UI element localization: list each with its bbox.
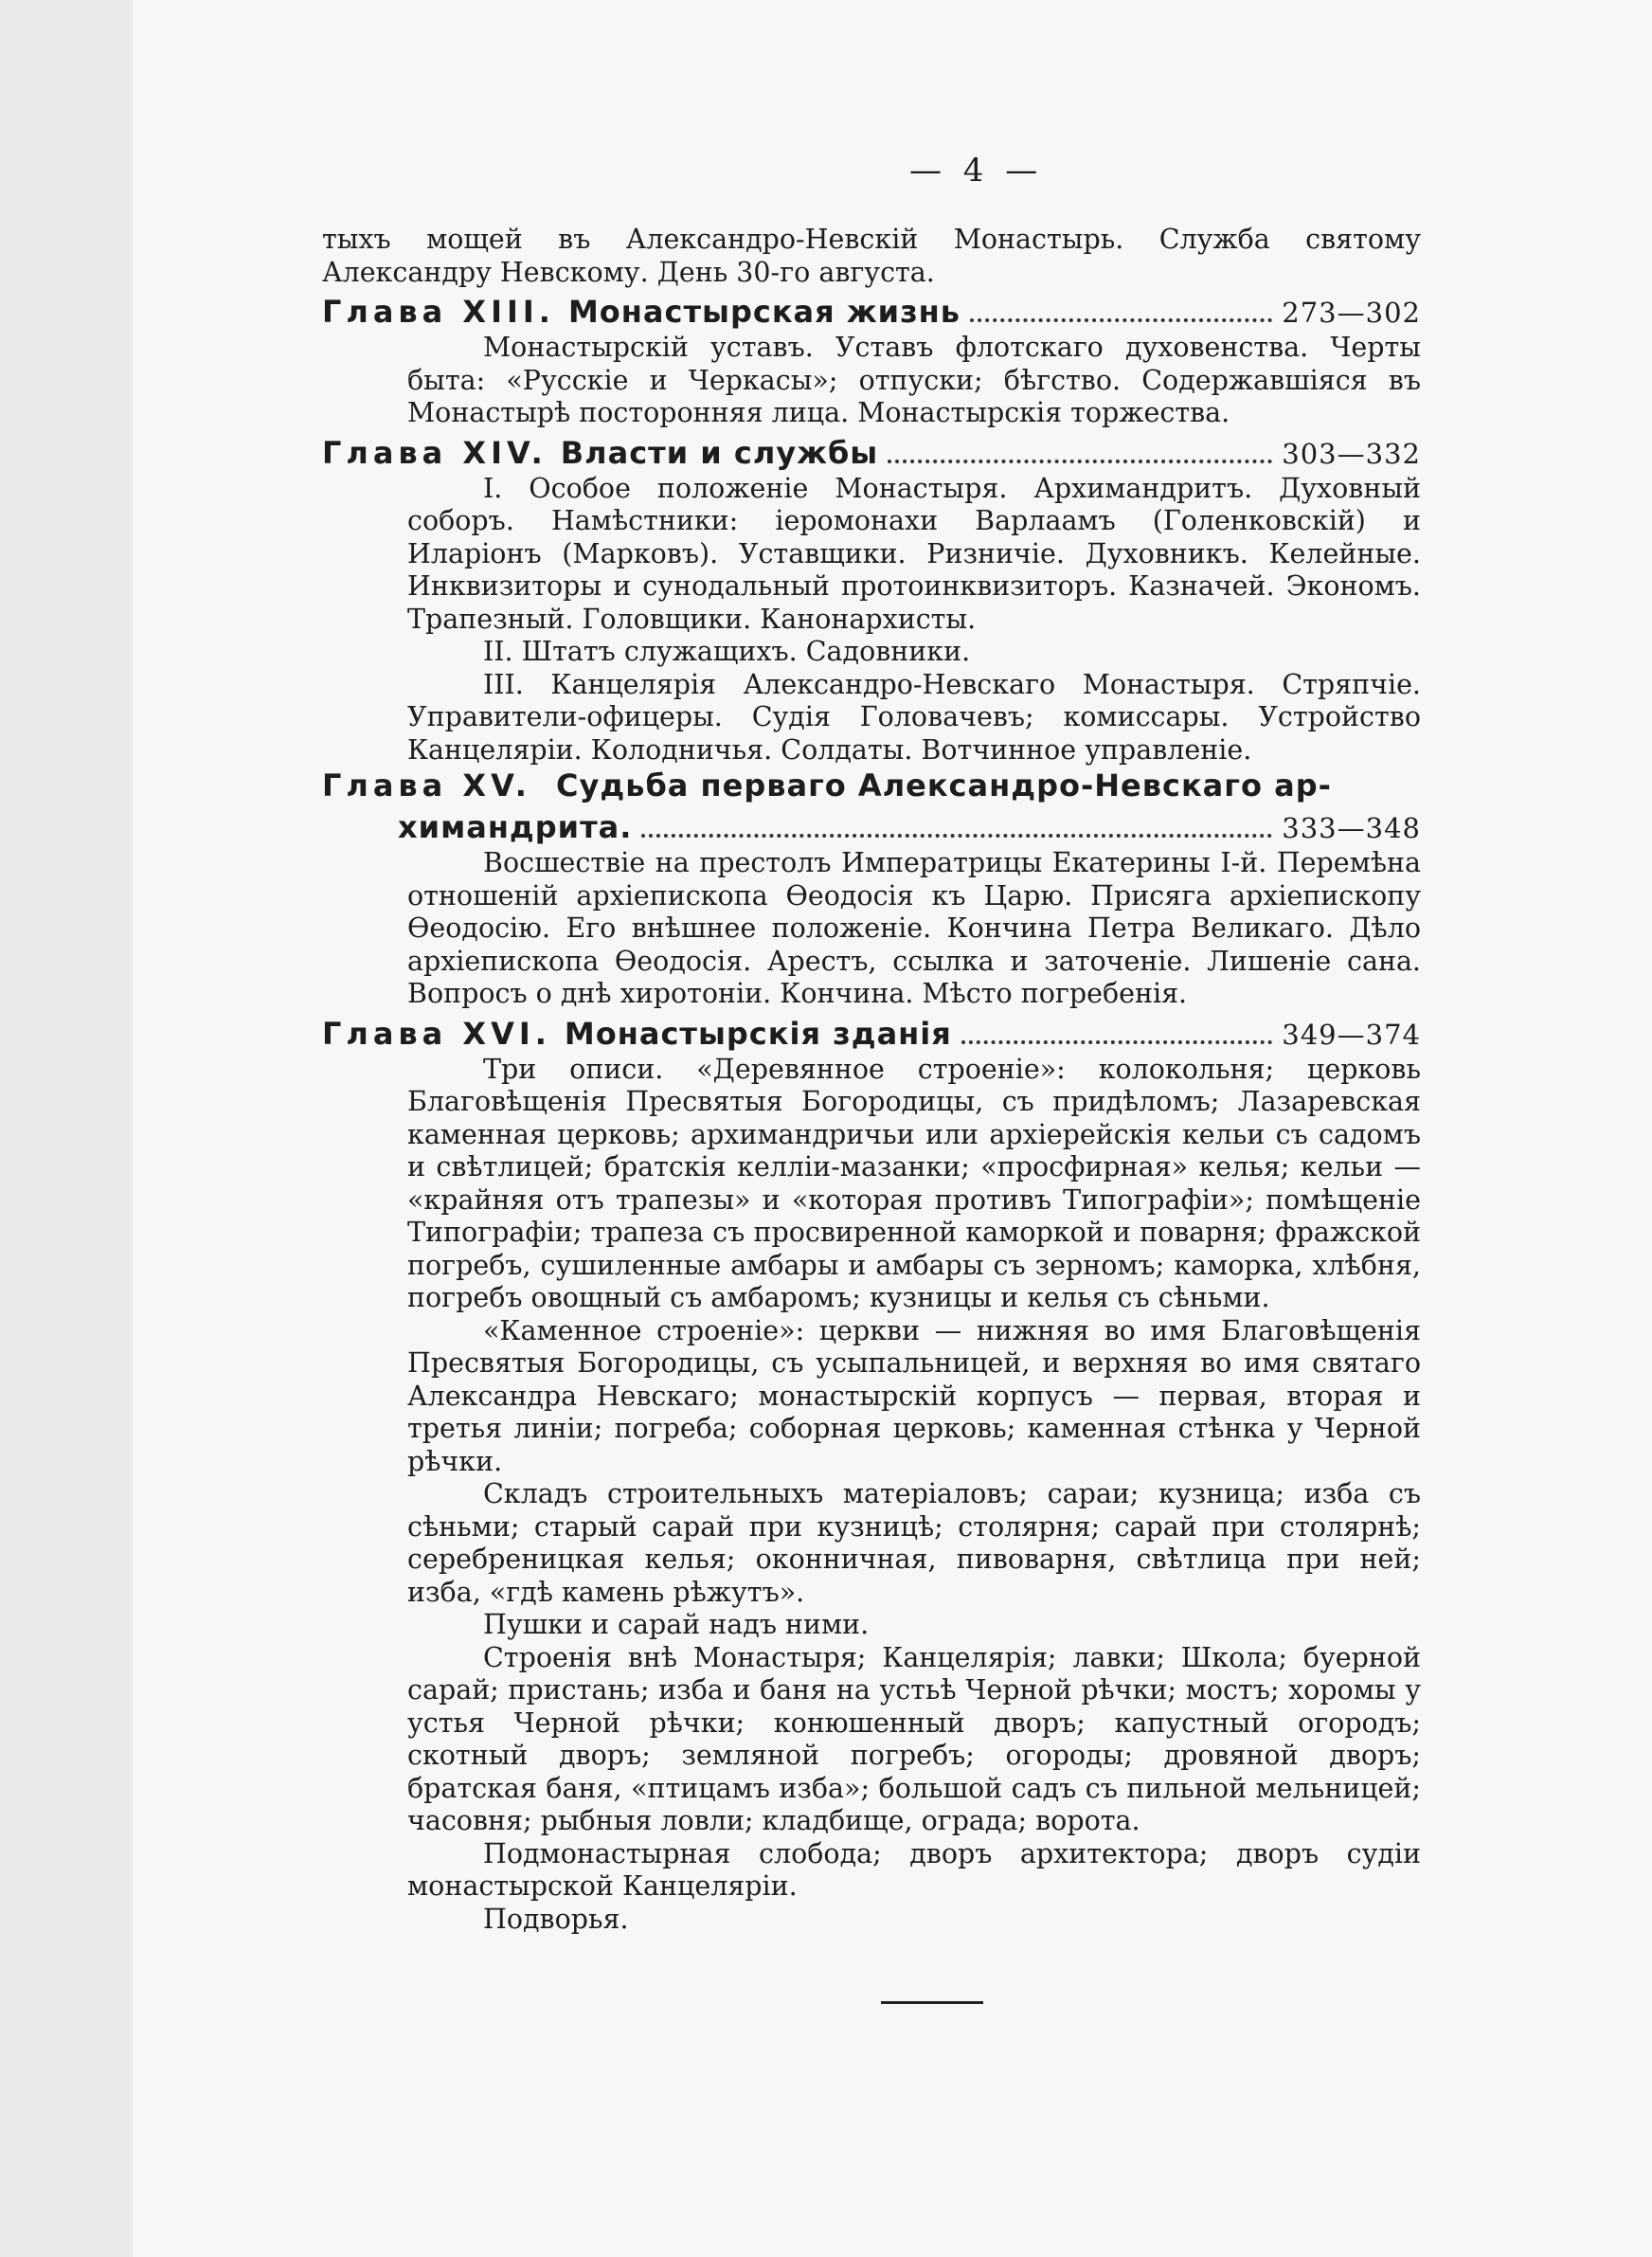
description-paragraph: Складъ строительныхъ матеріаловъ; сараи; кузница; изба съ сѣньми; старый сарай при кузницѣ; столярня; сарай при столярнѣ; серебреницкая келья; оконничная, пивоварня, свѣтлица при ней; изба, «гдѣ камень рѣжутъ». bbox=[407, 1478, 1421, 1608]
chapter-15-heading bbox=[322, 767, 1421, 847]
chapter-label: Глава XIII. bbox=[322, 294, 555, 330]
chapter-pages: 349—374 bbox=[1282, 1018, 1421, 1051]
chapter-title: Судьба перваго Александро-Невскаго ар- bbox=[556, 767, 1332, 803]
chapter-14-description bbox=[407, 473, 1421, 767]
dot-leaders bbox=[970, 318, 1272, 322]
page-number: — 4 — bbox=[909, 152, 1044, 190]
description-paragraph: III. Канцелярія Александро-Невскаго Монастыря. Стряпчіе. Управители-офицеры. Судія Головачевъ; комиссары. Устройство Канцеляріи. Колодничья. Солдаты. Вотчинное управленіе. bbox=[407, 668, 1421, 766]
chapter-label: Глава XVI. bbox=[322, 1015, 551, 1052]
chapter-pages: 303—332 bbox=[1282, 437, 1421, 470]
chapter-heading-line-1 bbox=[322, 767, 1421, 804]
chapter-label: Глава XV. bbox=[322, 767, 531, 803]
description-paragraph: II. Штатъ служащихъ. Садовники. bbox=[483, 636, 971, 667]
chapter-label: Глава XIV. bbox=[322, 434, 548, 471]
description-paragraph: Монастырскій уставъ. Уставъ флотскаго духовенства. Черты быта: «Русскіе и Черкасы»; отпуски; бѣгство. Содержавшіяся въ Монастырѣ посторонняя лица. Монастырскія торжества. bbox=[407, 332, 1421, 428]
chapter-title: Монастырская жизнь bbox=[567, 294, 961, 330]
dot-leaders bbox=[641, 834, 1272, 838]
chapter-13-heading bbox=[322, 293, 1421, 332]
description-paragraph: Восшествіе на престолъ Императрицы Екатерины I-й. Перемѣна отношеній архіепископа Ѳеодосія къ Царю. Присяга архіепископу Ѳеодосію. Его внѣшнее положеніе. Кончина Петра Великаго. Дѣло архіепископа Ѳеодосія. Арестъ, ссылка и заточеніе. Лишеніе сана. Вопросъ о днѣ хиротоніи. Кончина. Мѣсто погребенія. bbox=[407, 847, 1421, 1009]
description-paragraph: Подмонастырная слобода; дворъ архитектора; дворъ судіи монастырской Канцеляріи. bbox=[407, 1837, 1421, 1902]
chapter-13-description bbox=[407, 332, 1421, 430]
book-page bbox=[133, 0, 1652, 2257]
description-paragraph: I. Особое положеніе Монастыря. Архимандритъ. Духовный соборъ. Намѣстники: іеромонахи Варлаамъ (Голенковскій) и Иларіонъ (Марковъ). Уставщики. Ризничіе. Духовникъ. Келейные. Инквизиторы и сунодальный протоинквизиторъ. Казначей. Экономъ. Трапезный. Головщики. Канонархисты. bbox=[407, 472, 1421, 635]
chapter-title-continuation: химандрита. bbox=[398, 809, 633, 845]
description-paragraph: Пушки и сарай надъ ними. bbox=[483, 1609, 870, 1640]
description-paragraph: Строенія внѣ Монастыря; Канцелярія; лавки; Школа; буерной сарай; пристань; изба и баня на устьѣ Черной рѣчки; мостъ; хоромы у устья Черной рѣчки; конюшенный дворъ; капустный огородъ; скотный дворъ; земляной погребъ; огороды; дровяной дворъ; братская баня, «птицамъ изба»; большой садъ съ пильной мельницей; часовня; рыбныя ловли; кладбище, ограда; ворота. bbox=[407, 1641, 1421, 1836]
chapter-title: Власти и службы bbox=[560, 434, 879, 471]
chapter-14-heading bbox=[322, 434, 1421, 473]
chapter-pages: 273—302 bbox=[1282, 297, 1421, 329]
chapter-15-description bbox=[407, 847, 1421, 1011]
carryover-paragraph: тыхъ мощей въ Александро-Невскій Монастырь. Служба святому Александру Невскому. День 30-го августа. bbox=[322, 224, 1421, 288]
chapter-16-heading bbox=[322, 1015, 1421, 1054]
table-of-contents bbox=[322, 224, 1421, 1936]
chapter-16-description bbox=[407, 1054, 1421, 1937]
dot-leaders bbox=[961, 1040, 1272, 1044]
end-rule-divider bbox=[881, 2001, 983, 2004]
dot-leaders bbox=[888, 460, 1272, 463]
description-paragraph: «Каменное строеніе»: церкви — нижняя во имя Благовѣщенія Пресвятыя Богородицы, съ усыпальницей, и верхняя во имя святаго Александра Невскаго; монастырскій корпусъ — первая, вторая и третья линіи; погреба; соборная церковь; каменная стѣнка у Черной рѣчки. bbox=[407, 1314, 1421, 1477]
description-paragraph: Три описи. «Деревянное строеніе»: колокольня; церковь Благовѣщенія Пресвятыя Богородицы, съ придѣломъ; Лазаревская каменная церковь; архимандричьи или архіерейскія кельи съ садомъ и свѣтлицей; братскія келліи-мазанки; «просфирная» келья; кельи — «крайняя отъ трапезы» и «которая противъ Типографіи»; помѣщеніе Типографіи; трапеза съ просвиренной каморкой и поварня; фражской погребъ, сушиленные амбары и амбары съ зерномъ; каморка, хлѣбня, погребъ овощный съ амбаромъ; кузницы и келья съ сѣньми. bbox=[407, 1053, 1421, 1313]
description-paragraph: Подворья. bbox=[483, 1903, 629, 1935]
chapter-title: Монастырскія зданія bbox=[564, 1015, 952, 1052]
chapter-heading-line-2 bbox=[398, 808, 1421, 847]
chapter-pages: 333—348 bbox=[1282, 812, 1421, 844]
